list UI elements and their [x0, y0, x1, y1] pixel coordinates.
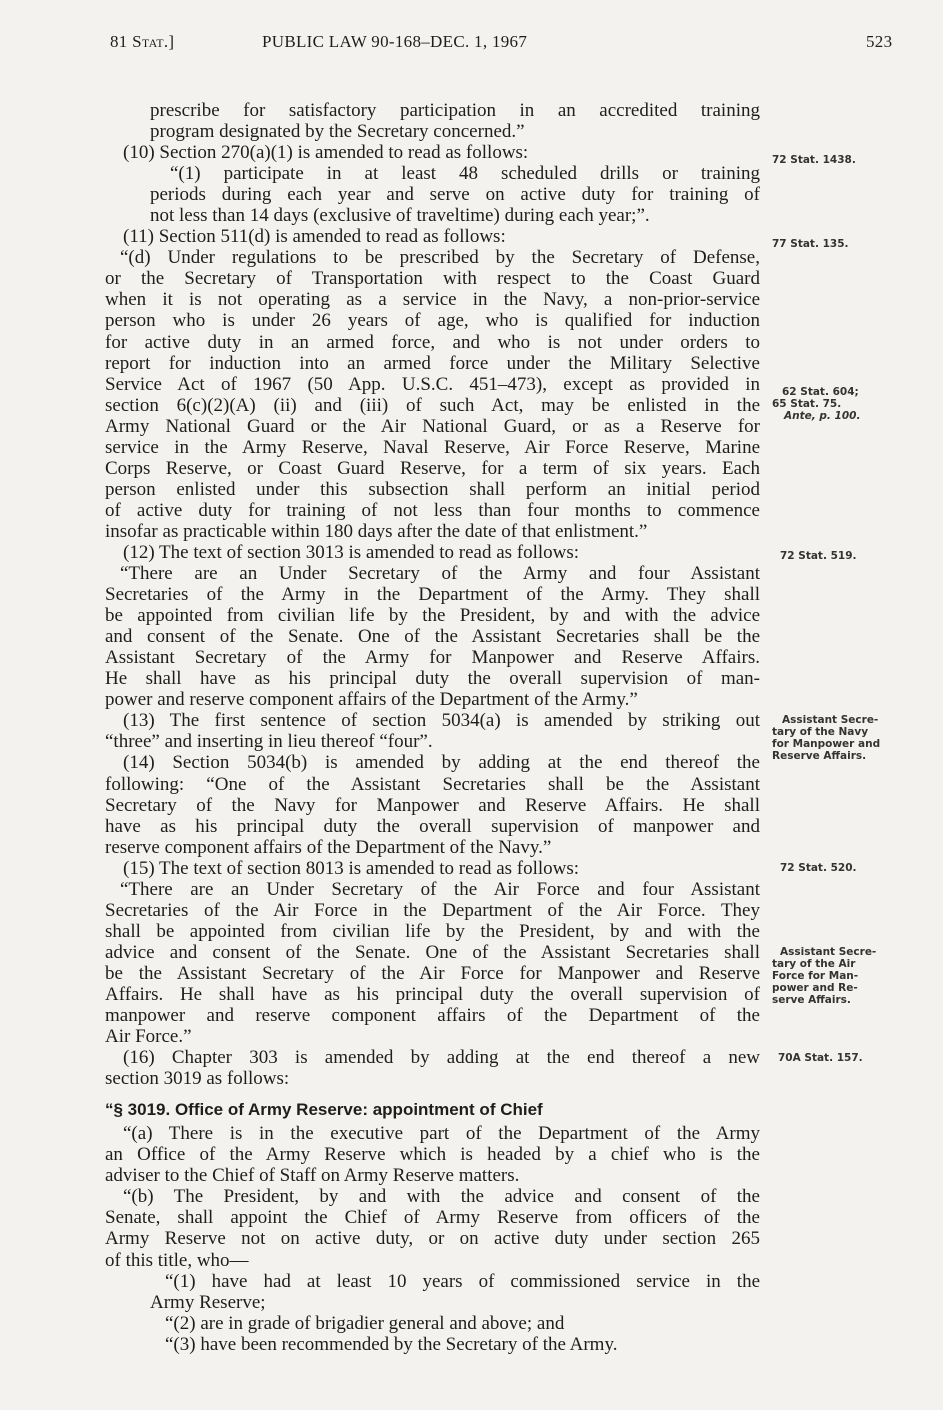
text-line: (13) The first sentence of section 5034(a) is amended by striking out — [123, 710, 760, 732]
text-line: when it is not operating as a service in the Navy, a non-prior-service — [105, 289, 760, 311]
text-line: “There are an Under Secretary of the Air Force and four Assistant — [120, 878, 760, 900]
text-line: “(d) Under regulations to be prescribed by the Secretary of Defense, — [120, 247, 760, 269]
text-line: prescribe for satisfactory participation in an accredited training — [150, 100, 760, 121]
text-line: report for induction into an armed force under the Military Selective — [105, 352, 760, 374]
text-line: “three” and inserting in lieu thereof “four”. — [105, 731, 433, 753]
text-line: “(3) have been recommended by the Secretary of the Army. — [165, 1333, 618, 1355]
margin-note: for Manpower and — [772, 738, 881, 750]
text-line: of active duty for training of not less than four months to commence — [105, 499, 760, 521]
text-line: and consent of the Senate. One of the Assistant Secretaries shall be the — [105, 626, 760, 648]
text-line: service in the Army Reserve, Naval Reserve, Air Force Reserve, Marine — [105, 436, 760, 458]
text-line: insofar as practicable within 180 days after the date of that enlistment.” — [105, 520, 648, 542]
text-line: Corps Reserve, or Coast Guard Reserve, for a term of six years. Each — [105, 457, 760, 479]
text-line: Army National Guard or the Air National Guard, or as a Reserve for — [105, 415, 760, 437]
text-line: periods during each year and serve on active duty for training of — [150, 184, 760, 206]
text-line: not less than 14 days (exclusive of traveltime) during each year;”. — [150, 205, 650, 227]
margin-note: Force for Man- — [772, 970, 859, 982]
text-line: “(2) are in grade of brigadier general and above; and — [165, 1312, 565, 1334]
text-line: section 3019 as follows: — [105, 1068, 290, 1090]
text-line: (11) Section 511(d) is amended to read as follows: — [123, 226, 506, 248]
text-line: (12) The text of section 3013 is amended to read as follows: — [123, 541, 580, 563]
text-line: reserve component affairs of the Department of the Navy.” — [105, 836, 552, 858]
margin-note: tary of the Navy — [772, 726, 869, 738]
text-line: of this title, who— — [105, 1249, 249, 1271]
text-line: Army Reserve not on active duty, or on active duty under section 265 — [105, 1228, 760, 1250]
text-line: (10) Section 270(a)(1) is amended to read as follows: — [123, 142, 529, 164]
text-line: following: “One of the Assistant Secretaries shall be the Assistant — [105, 773, 760, 795]
text-line: adviser to the Chief of Staff on Army Reserve matters. — [105, 1165, 520, 1187]
header-stat-ref: 81 Stat.] — [110, 32, 175, 51]
text-line: Secretary of the Navy for Manpower and Reserve Affairs. He shall — [105, 794, 760, 816]
text-line: person who is under 26 years of age, who is qualified for induction — [105, 310, 760, 332]
text-line: for active duty in an armed force, and who is not under orders to — [105, 331, 760, 353]
text-line: be appointed from civilian life by the President, by and with the advice — [105, 605, 760, 627]
section-heading: “§ 3019. Office of Army Reserve: appointment of Chief — [105, 1100, 543, 1120]
text-line: advice and consent of the Senate. One of the Assistant Secretaries shall — [105, 941, 760, 963]
text-line: power and reserve component affairs of the Department of the Army.” — [105, 689, 638, 711]
margin-note: tary of the Air — [772, 958, 856, 970]
text-line: have as his principal duty the overall supervision of manpower and — [105, 815, 760, 837]
margin-note: power and Re- — [772, 982, 858, 994]
text-line: “(1) have had at least 10 years of commissioned service in the — [165, 1270, 760, 1292]
body-text — [105, 100, 760, 1355]
text-line: Affairs. He shall have as his principal duty the overall supervision of — [105, 983, 760, 1005]
text-line: “(a) There is in the executive part of the Department of the Army — [123, 1123, 760, 1145]
margin-note: Assistant Secre- — [780, 946, 877, 958]
header-title: PUBLIC LAW 90-168–DEC. 1, 1967 — [262, 32, 528, 51]
text-line: Secretaries of the Army in the Department of the Army. They shall — [105, 584, 760, 606]
margin-note: 65 Stat. 75. — [772, 398, 842, 410]
text-line: “(1) participate in at least 48 scheduled drills or training — [170, 163, 760, 185]
text-line: Assistant Secretary of the Army for Manpower and Reserve Affairs. — [105, 647, 760, 669]
margin-note: 72 Stat. 520. — [780, 862, 857, 874]
text-line: person enlisted under this subsection shall perform an initial period — [105, 478, 760, 500]
text-line: (16) Chapter 303 is amended by adding at the end thereof a new — [123, 1047, 760, 1069]
text-line: Service Act of 1967 (50 App. U.S.C. 451–473), except as provided in — [105, 373, 760, 395]
text-line: “(b) The President, by and with the advice and consent of the — [123, 1186, 760, 1208]
text-line: manpower and reserve component affairs of the Department of the — [105, 1005, 760, 1027]
text-line: Secretaries of the Air Force in the Department of the Air Force. They — [105, 899, 760, 921]
page-number: 523 — [866, 32, 893, 51]
margin-note: 72 Stat. 519. — [780, 550, 857, 562]
margin-note: 62 Stat. 604; — [782, 386, 859, 398]
text-line: Army Reserve; — [150, 1291, 266, 1313]
text-line: program designated by the Secretary concerned.” — [150, 121, 525, 143]
text-line: section 6(c)(2)(A) (ii) and (iii) of such Act, may be enlisted in the — [105, 394, 760, 416]
text-line: “There are an Under Secretary of the Army and four Assistant — [120, 563, 760, 585]
margin-note: Reserve Affairs. — [772, 750, 867, 762]
text-line: (14) Section 5034(b) is amended by adding at the end thereof the — [123, 752, 760, 774]
margin-note: 72 Stat. 1438. — [772, 154, 856, 166]
margin-note: Assistant Secre- — [782, 714, 879, 726]
text-line: (15) The text of section 8013 is amended to read as follows: — [123, 857, 580, 879]
text-line: Air Force.” — [105, 1026, 192, 1048]
text-line: or the Secretary of Transportation with respect to the Coast Guard — [105, 268, 760, 290]
text-line: be the Assistant Secretary of the Air Force for Manpower and Reserve — [105, 962, 760, 984]
text-line: shall be appointed from civilian life by the President, by and with the — [105, 920, 760, 942]
margin-note: 70A Stat. 157. — [778, 1052, 863, 1064]
margin-note: 77 Stat. 135. — [772, 238, 849, 250]
text-line: an Office of the Army Reserve which is headed by a chief who is the — [105, 1144, 760, 1166]
text-line: Senate, shall appoint the Chief of Army Reserve from officers of the — [105, 1207, 760, 1229]
margin-note: Ante, p. 100. — [784, 410, 861, 422]
text-line: He shall have as his principal duty the overall supervision of man- — [105, 668, 760, 690]
margin-note: serve Affairs. — [772, 994, 851, 1006]
